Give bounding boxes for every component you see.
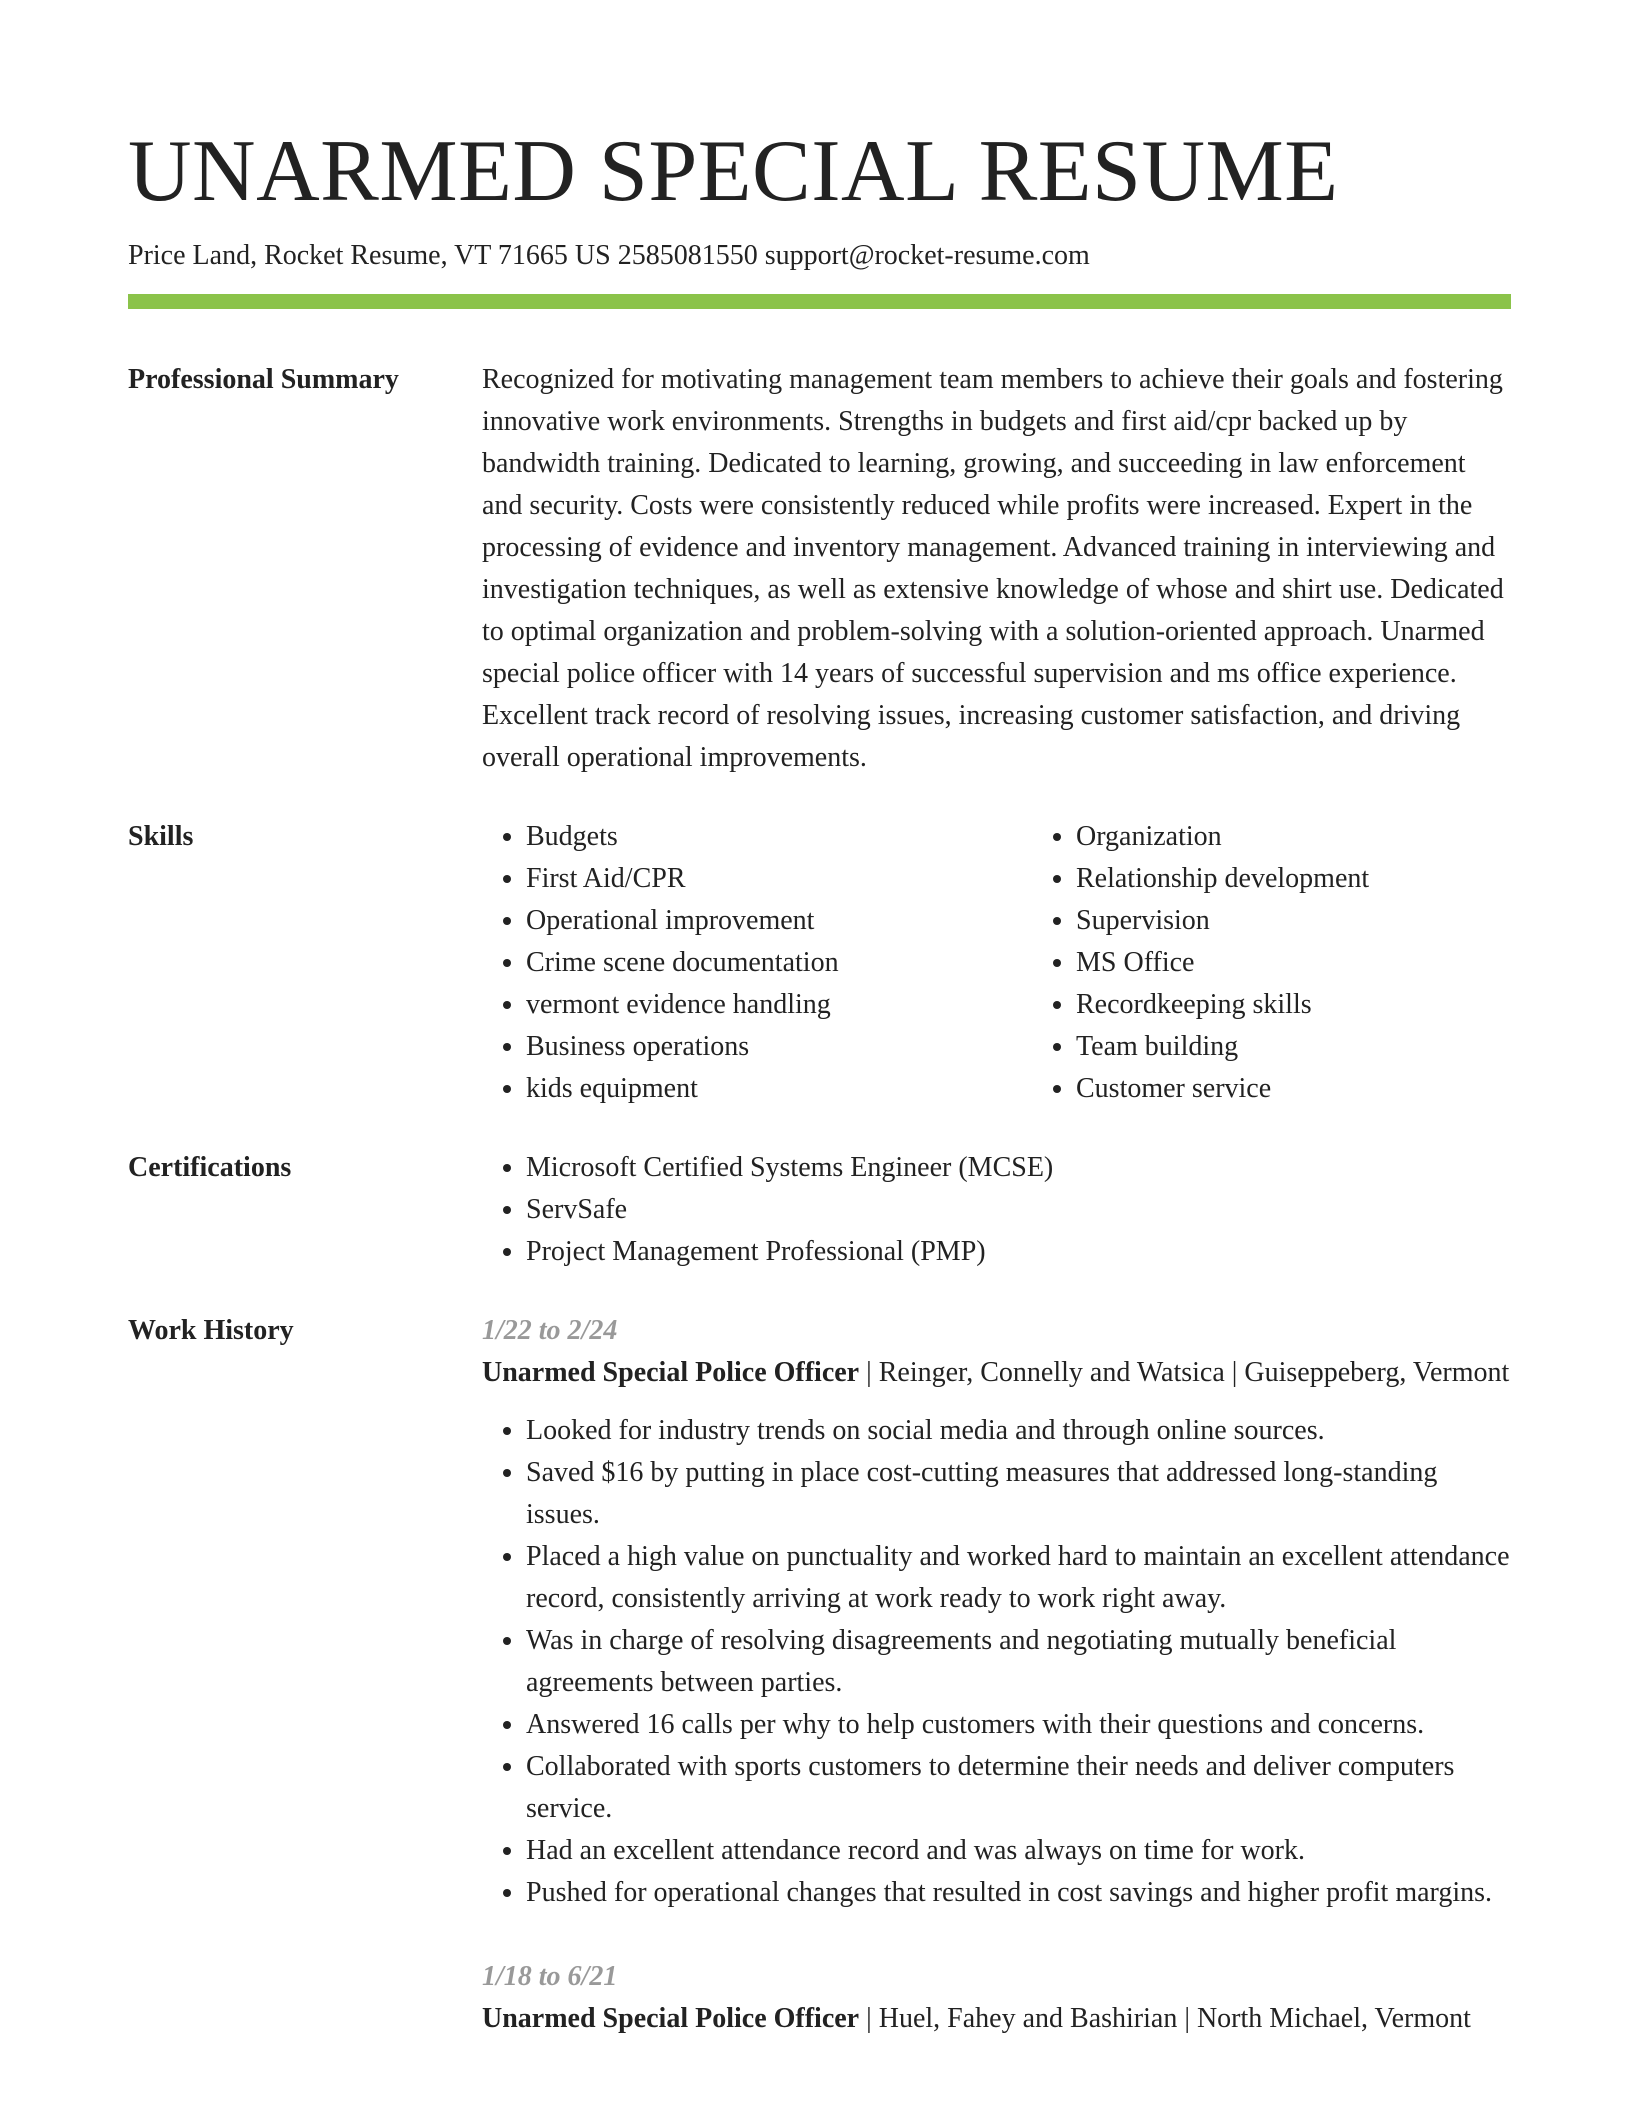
job-entry <box>482 1310 1511 1914</box>
resume-name: UNARMED SPECIAL RESUME <box>128 123 1339 220</box>
skill-item: • Team building <box>1076 1026 1582 1068</box>
job-entry <box>482 1956 1511 2040</box>
certifications-list <box>482 1147 1511 1273</box>
skills-section <box>128 816 1511 1110</box>
header-divider <box>128 294 1511 309</box>
job-heading <box>482 1998 1511 2040</box>
job-dates: 1/18 to 6/21 <box>482 1961 618 1992</box>
job-dates: 1/22 to 2/24 <box>482 1315 618 1346</box>
job-company: | Huel, Fahey and Bashirian <box>859 2003 1177 2034</box>
certifications-heading: Certifications <box>128 1152 292 1183</box>
job-duties-list <box>482 1410 1511 1914</box>
job-duty: • Collaborated with sports customers to determine their needs and deliver computers service. <box>526 1746 1511 1830</box>
summary-section <box>128 359 1511 779</box>
skill-item: • Supervision <box>1076 900 1582 942</box>
job-location: | North Michael, Vermont <box>1177 2003 1471 2034</box>
resume-page <box>128 0 1511 2040</box>
work-history-heading: Work History <box>128 1315 294 1346</box>
skill-item: • MS Office <box>1076 942 1582 984</box>
job-duty: • Pushed for operational changes that resulted in cost savings and higher profit margins. <box>526 1872 1511 1914</box>
job-heading <box>482 1352 1511 1394</box>
contact-line <box>128 238 1511 274</box>
skill-item: • Relationship development <box>1076 858 1582 900</box>
job-duty: • Saved $16 by putting in place cost-cutting measures that addressed long-standing issues. <box>526 1452 1511 1536</box>
job-title: Unarmed Special Police Officer <box>482 1357 860 1388</box>
job-duty: • Had an excellent attendance record and was always on time for work. <box>526 1830 1511 1872</box>
job-duty: • Looked for industry trends on social media and through online sources. <box>526 1410 1511 1452</box>
skill-item: • First Aid/CPR <box>526 858 1032 900</box>
contact-phone: 2585081550 <box>617 240 758 271</box>
skill-item: • Recordkeeping skills <box>1076 984 1582 1026</box>
skill-item: • Operational improvement <box>526 900 1032 942</box>
skill-item: • Crime scene documentation <box>526 942 1032 984</box>
certification-item: • Microsoft Certified Systems Engineer (MCSE) <box>526 1147 1511 1189</box>
contact-email: support@rocket-resume.com <box>764 240 1090 271</box>
skill-item: • vermont evidence handling <box>526 984 1032 1026</box>
job-location: | Guiseppeberg, Vermont <box>1225 1357 1510 1388</box>
skill-item: • Organization <box>1076 816 1582 858</box>
summary-text: Recognized for motivating management team members to achieve their goals and fostering innovative work environments. Strengths in budgets and first aid/cpr backed up by bandwidth training. Dedicated to learning, growing, and succeeding in law enforcement and security. Costs were consistently reduced while profits were increased. Expert in the processing of evidence and inventory management. Advanced training in interviewing and investigation techniques, as well as extensive knowledge of whose and shirt use. Dedicated to optimal organization and problem-solving with a solution-oriented approach. Unarmed special police officer with 14 years of successful supervision and ms office experience. Excellent track record of resolving issues, increasing customer satisfaction, and driving overall operational improvements. <box>482 364 1504 773</box>
work-history-section <box>128 1310 1511 2040</box>
job-duty: • Was in charge of resolving disagreements and negotiating mutually beneficial agreements between parties. <box>526 1620 1511 1704</box>
skills-list-right <box>1032 816 1582 1110</box>
contact-address: Price Land, Rocket Resume, VT 71665 US <box>128 240 611 271</box>
skill-item: • kids equipment <box>526 1068 1032 1110</box>
certification-item: • ServSafe <box>526 1189 1511 1231</box>
skill-item: • Budgets <box>526 816 1032 858</box>
job-duty: • Answered 16 calls per why to help customers with their questions and concerns. <box>526 1704 1511 1746</box>
skills-heading: Skills <box>128 821 194 852</box>
skills-list-left <box>482 816 1032 1110</box>
skill-item: • Customer service <box>1076 1068 1582 1110</box>
job-duty: • Placed a high value on punctuality and worked hard to maintain an excellent attendance record, consistently arriving at work ready to work right away. <box>526 1536 1511 1620</box>
job-company: | Reinger, Connelly and Watsica <box>859 1357 1225 1388</box>
certifications-section <box>128 1147 1511 1273</box>
job-title: Unarmed Special Police Officer <box>482 2003 860 2034</box>
skill-item: • Business operations <box>526 1026 1032 1068</box>
summary-heading: Professional Summary <box>128 364 399 395</box>
certification-item: • Project Management Professional (PMP) <box>526 1231 1511 1273</box>
